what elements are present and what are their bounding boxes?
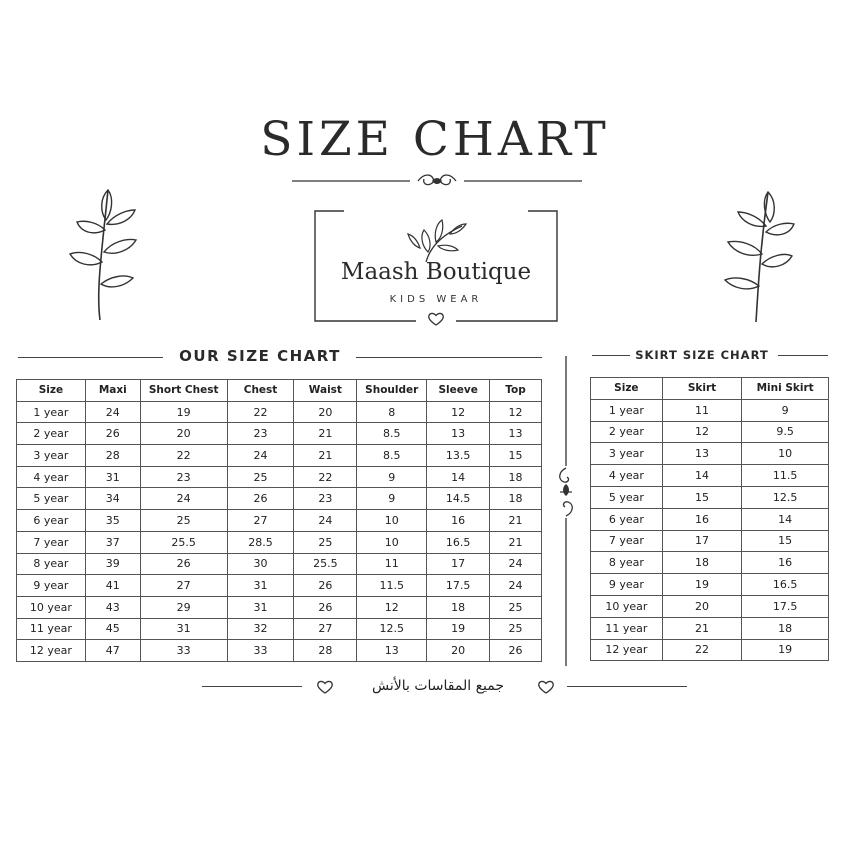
measurement-cell: 18 bbox=[427, 596, 490, 618]
measurement-cell: 14 bbox=[742, 508, 829, 530]
measurement-cell: 29 bbox=[140, 596, 227, 618]
measurement-cell: 16 bbox=[742, 552, 829, 574]
measurement-cell: 25.5 bbox=[140, 531, 227, 553]
table-row bbox=[591, 508, 829, 530]
measurement-cell: 21 bbox=[662, 617, 742, 639]
measurement-cell: 25 bbox=[490, 596, 542, 618]
measurement-cell: 25 bbox=[140, 510, 227, 532]
measurement-cell: 14 bbox=[427, 466, 490, 488]
size-cell: 10 year bbox=[17, 596, 86, 618]
measurement-cell: 13 bbox=[427, 423, 490, 445]
table-row bbox=[591, 552, 829, 574]
column-header: Chest bbox=[227, 380, 294, 402]
size-cell: 8 year bbox=[17, 553, 86, 575]
measurement-cell: 8.5 bbox=[357, 423, 427, 445]
size-cell: 4 year bbox=[591, 465, 663, 487]
measurement-cell: 18 bbox=[742, 617, 829, 639]
measurement-cell: 8 bbox=[357, 401, 427, 423]
measurement-cell: 9.5 bbox=[742, 421, 829, 443]
size-cell: 2 year bbox=[17, 423, 86, 445]
measurement-cell: 19 bbox=[427, 618, 490, 640]
measurement-cell: 15 bbox=[490, 445, 542, 467]
column-header: Size bbox=[591, 378, 663, 400]
measurement-cell: 26 bbox=[294, 596, 357, 618]
measurement-cell: 10 bbox=[742, 443, 829, 465]
measurement-cell: 14.5 bbox=[427, 488, 490, 510]
footer-note: جميع المقاسات بالأنش bbox=[372, 678, 504, 694]
page-title: SIZE CHART bbox=[260, 112, 610, 167]
skirt-chart-heading: SKIRT SIZE CHART bbox=[635, 348, 769, 362]
table-row bbox=[17, 488, 542, 510]
measurement-cell: 47 bbox=[85, 640, 140, 662]
measurement-cell: 10 bbox=[357, 510, 427, 532]
footer-rule-right bbox=[567, 686, 687, 687]
measurement-cell: 26 bbox=[294, 575, 357, 597]
measurement-cell: 19 bbox=[742, 639, 829, 661]
measurement-cell: 24 bbox=[490, 575, 542, 597]
skirt-heading-rule-left bbox=[592, 355, 630, 356]
measurement-cell: 24 bbox=[490, 553, 542, 575]
column-header: Waist bbox=[294, 380, 357, 402]
measurement-cell: 24 bbox=[140, 488, 227, 510]
measurement-cell: 22 bbox=[294, 466, 357, 488]
size-cell: 7 year bbox=[591, 530, 663, 552]
footer-rule-left bbox=[202, 686, 302, 687]
table-header-row bbox=[591, 378, 829, 400]
measurement-cell: 28 bbox=[85, 445, 140, 467]
measurement-cell: 20 bbox=[662, 595, 742, 617]
measurement-cell: 23 bbox=[294, 488, 357, 510]
measurement-cell: 17 bbox=[662, 530, 742, 552]
left-leaf-icon bbox=[64, 180, 144, 330]
brand-logo bbox=[314, 210, 558, 322]
measurement-cell: 33 bbox=[140, 640, 227, 662]
heart-icon bbox=[427, 311, 445, 327]
measurement-cell: 43 bbox=[85, 596, 140, 618]
measurement-cell: 20 bbox=[427, 640, 490, 662]
size-cell: 8 year bbox=[591, 552, 663, 574]
column-header: Short Chest bbox=[140, 380, 227, 402]
measurement-cell: 27 bbox=[294, 618, 357, 640]
measurement-cell: 18 bbox=[662, 552, 742, 574]
measurement-cell: 12 bbox=[490, 401, 542, 423]
table-row bbox=[17, 401, 542, 423]
table-row bbox=[17, 575, 542, 597]
measurement-cell: 23 bbox=[140, 466, 227, 488]
measurement-cell: 30 bbox=[227, 553, 294, 575]
vertical-divider-ornament-icon bbox=[556, 356, 576, 666]
title-ornament-icon bbox=[292, 170, 582, 190]
table-row bbox=[591, 486, 829, 508]
measurement-cell: 27 bbox=[140, 575, 227, 597]
measurement-cell: 18 bbox=[490, 488, 542, 510]
column-header: Top bbox=[490, 380, 542, 402]
measurement-cell: 12 bbox=[357, 596, 427, 618]
table-row bbox=[17, 466, 542, 488]
measurement-cell: 28.5 bbox=[227, 531, 294, 553]
measurement-cell: 31 bbox=[85, 466, 140, 488]
table-row bbox=[17, 423, 542, 445]
table-row bbox=[17, 510, 542, 532]
measurement-cell: 22 bbox=[227, 401, 294, 423]
size-cell: 10 year bbox=[591, 595, 663, 617]
measurement-cell: 16.5 bbox=[742, 574, 829, 596]
measurement-cell: 25.5 bbox=[294, 553, 357, 575]
measurement-cell: 26 bbox=[227, 488, 294, 510]
measurement-cell: 20 bbox=[140, 423, 227, 445]
table-row bbox=[17, 445, 542, 467]
column-header: Mini Skirt bbox=[742, 378, 829, 400]
table-row bbox=[591, 574, 829, 596]
measurement-cell: 12 bbox=[662, 421, 742, 443]
size-cell: 12 year bbox=[591, 639, 663, 661]
size-cell: 11 year bbox=[17, 618, 86, 640]
measurement-cell: 32 bbox=[227, 618, 294, 640]
measurement-cell: 13 bbox=[490, 423, 542, 445]
measurement-cell: 11.5 bbox=[742, 465, 829, 487]
skirt-heading-rule-right bbox=[778, 355, 828, 356]
column-header: Maxi bbox=[85, 380, 140, 402]
table-row bbox=[591, 595, 829, 617]
main-heading-rule-right bbox=[356, 357, 542, 358]
table-row bbox=[17, 531, 542, 553]
measurement-cell: 39 bbox=[85, 553, 140, 575]
measurement-cell: 37 bbox=[85, 531, 140, 553]
measurement-cell: 19 bbox=[662, 574, 742, 596]
size-cell: 11 year bbox=[591, 617, 663, 639]
measurement-cell: 22 bbox=[140, 445, 227, 467]
heart-icon bbox=[537, 679, 555, 695]
measurement-cell: 31 bbox=[140, 618, 227, 640]
column-header: Sleeve bbox=[427, 380, 490, 402]
measurement-cell: 31 bbox=[227, 575, 294, 597]
measurement-cell: 12.5 bbox=[742, 486, 829, 508]
brand-tagline: KIDS WEAR bbox=[389, 294, 483, 305]
measurement-cell: 35 bbox=[85, 510, 140, 532]
measurement-cell: 25 bbox=[227, 466, 294, 488]
measurement-cell: 12.5 bbox=[357, 618, 427, 640]
measurement-cell: 13.5 bbox=[427, 445, 490, 467]
table-row bbox=[17, 596, 542, 618]
size-cell: 3 year bbox=[17, 445, 86, 467]
measurement-cell: 24 bbox=[227, 445, 294, 467]
measurement-cell: 11 bbox=[662, 399, 742, 421]
column-header: Shoulder bbox=[357, 380, 427, 402]
brand-name: Maash Boutique bbox=[340, 259, 532, 285]
size-cell: 12 year bbox=[17, 640, 86, 662]
table-row bbox=[591, 617, 829, 639]
measurement-cell: 22 bbox=[662, 639, 742, 661]
table-row bbox=[591, 443, 829, 465]
table-row bbox=[591, 639, 829, 661]
heart-icon bbox=[316, 679, 334, 695]
measurement-cell: 21 bbox=[294, 445, 357, 467]
measurement-cell: 15 bbox=[662, 486, 742, 508]
measurement-cell: 14 bbox=[662, 465, 742, 487]
column-header: Size bbox=[17, 380, 86, 402]
main-chart-heading: OUR SIZE CHART bbox=[179, 347, 341, 365]
table-row bbox=[591, 421, 829, 443]
table-row bbox=[591, 399, 829, 421]
measurement-cell: 24 bbox=[294, 510, 357, 532]
size-cell: 7 year bbox=[17, 531, 86, 553]
table-row bbox=[17, 640, 542, 662]
measurement-cell: 25 bbox=[490, 618, 542, 640]
measurement-cell: 23 bbox=[227, 423, 294, 445]
measurement-cell: 13 bbox=[357, 640, 427, 662]
measurement-cell: 11 bbox=[357, 553, 427, 575]
measurement-cell: 41 bbox=[85, 575, 140, 597]
measurement-cell: 16 bbox=[662, 508, 742, 530]
table-row bbox=[591, 465, 829, 487]
measurement-cell: 26 bbox=[85, 423, 140, 445]
measurement-cell: 34 bbox=[85, 488, 140, 510]
measurement-cell: 9 bbox=[357, 466, 427, 488]
size-cell: 6 year bbox=[591, 508, 663, 530]
measurement-cell: 18 bbox=[490, 466, 542, 488]
measurement-cell: 11.5 bbox=[357, 575, 427, 597]
size-cell: 3 year bbox=[591, 443, 663, 465]
size-cell: 9 year bbox=[591, 574, 663, 596]
measurement-cell: 12 bbox=[427, 401, 490, 423]
measurement-cell: 26 bbox=[140, 553, 227, 575]
measurement-cell: 16 bbox=[427, 510, 490, 532]
measurement-cell: 28 bbox=[294, 640, 357, 662]
size-cell: 5 year bbox=[17, 488, 86, 510]
table-row bbox=[17, 618, 542, 640]
size-chart-table bbox=[16, 379, 542, 662]
column-header: Skirt bbox=[662, 378, 742, 400]
size-cell: 6 year bbox=[17, 510, 86, 532]
size-cell: 1 year bbox=[591, 399, 663, 421]
measurement-cell: 26 bbox=[490, 640, 542, 662]
size-cell: 5 year bbox=[591, 486, 663, 508]
skirt-size-table bbox=[590, 377, 829, 661]
measurement-cell: 16.5 bbox=[427, 531, 490, 553]
measurement-cell: 21 bbox=[294, 423, 357, 445]
measurement-cell: 25 bbox=[294, 531, 357, 553]
table-row bbox=[591, 530, 829, 552]
table-header-row bbox=[17, 380, 542, 402]
measurement-cell: 21 bbox=[490, 531, 542, 553]
measurement-cell: 15 bbox=[742, 530, 829, 552]
right-leaf-icon bbox=[716, 180, 796, 330]
measurement-cell: 9 bbox=[742, 399, 829, 421]
main-heading-rule-left bbox=[18, 357, 163, 358]
measurement-cell: 27 bbox=[227, 510, 294, 532]
measurement-cell: 17.5 bbox=[742, 595, 829, 617]
measurement-cell: 31 bbox=[227, 596, 294, 618]
measurement-cell: 19 bbox=[140, 401, 227, 423]
measurement-cell: 10 bbox=[357, 531, 427, 553]
size-cell: 4 year bbox=[17, 466, 86, 488]
measurement-cell: 9 bbox=[357, 488, 427, 510]
measurement-cell: 17 bbox=[427, 553, 490, 575]
logo-leaf-icon bbox=[406, 212, 470, 264]
measurement-cell: 13 bbox=[662, 443, 742, 465]
measurement-cell: 17.5 bbox=[427, 575, 490, 597]
measurement-cell: 21 bbox=[490, 510, 542, 532]
size-cell: 9 year bbox=[17, 575, 86, 597]
table-row bbox=[17, 553, 542, 575]
size-cell: 2 year bbox=[591, 421, 663, 443]
measurement-cell: 33 bbox=[227, 640, 294, 662]
measurement-cell: 24 bbox=[85, 401, 140, 423]
size-cell: 1 year bbox=[17, 401, 86, 423]
measurement-cell: 45 bbox=[85, 618, 140, 640]
measurement-cell: 20 bbox=[294, 401, 357, 423]
measurement-cell: 8.5 bbox=[357, 445, 427, 467]
